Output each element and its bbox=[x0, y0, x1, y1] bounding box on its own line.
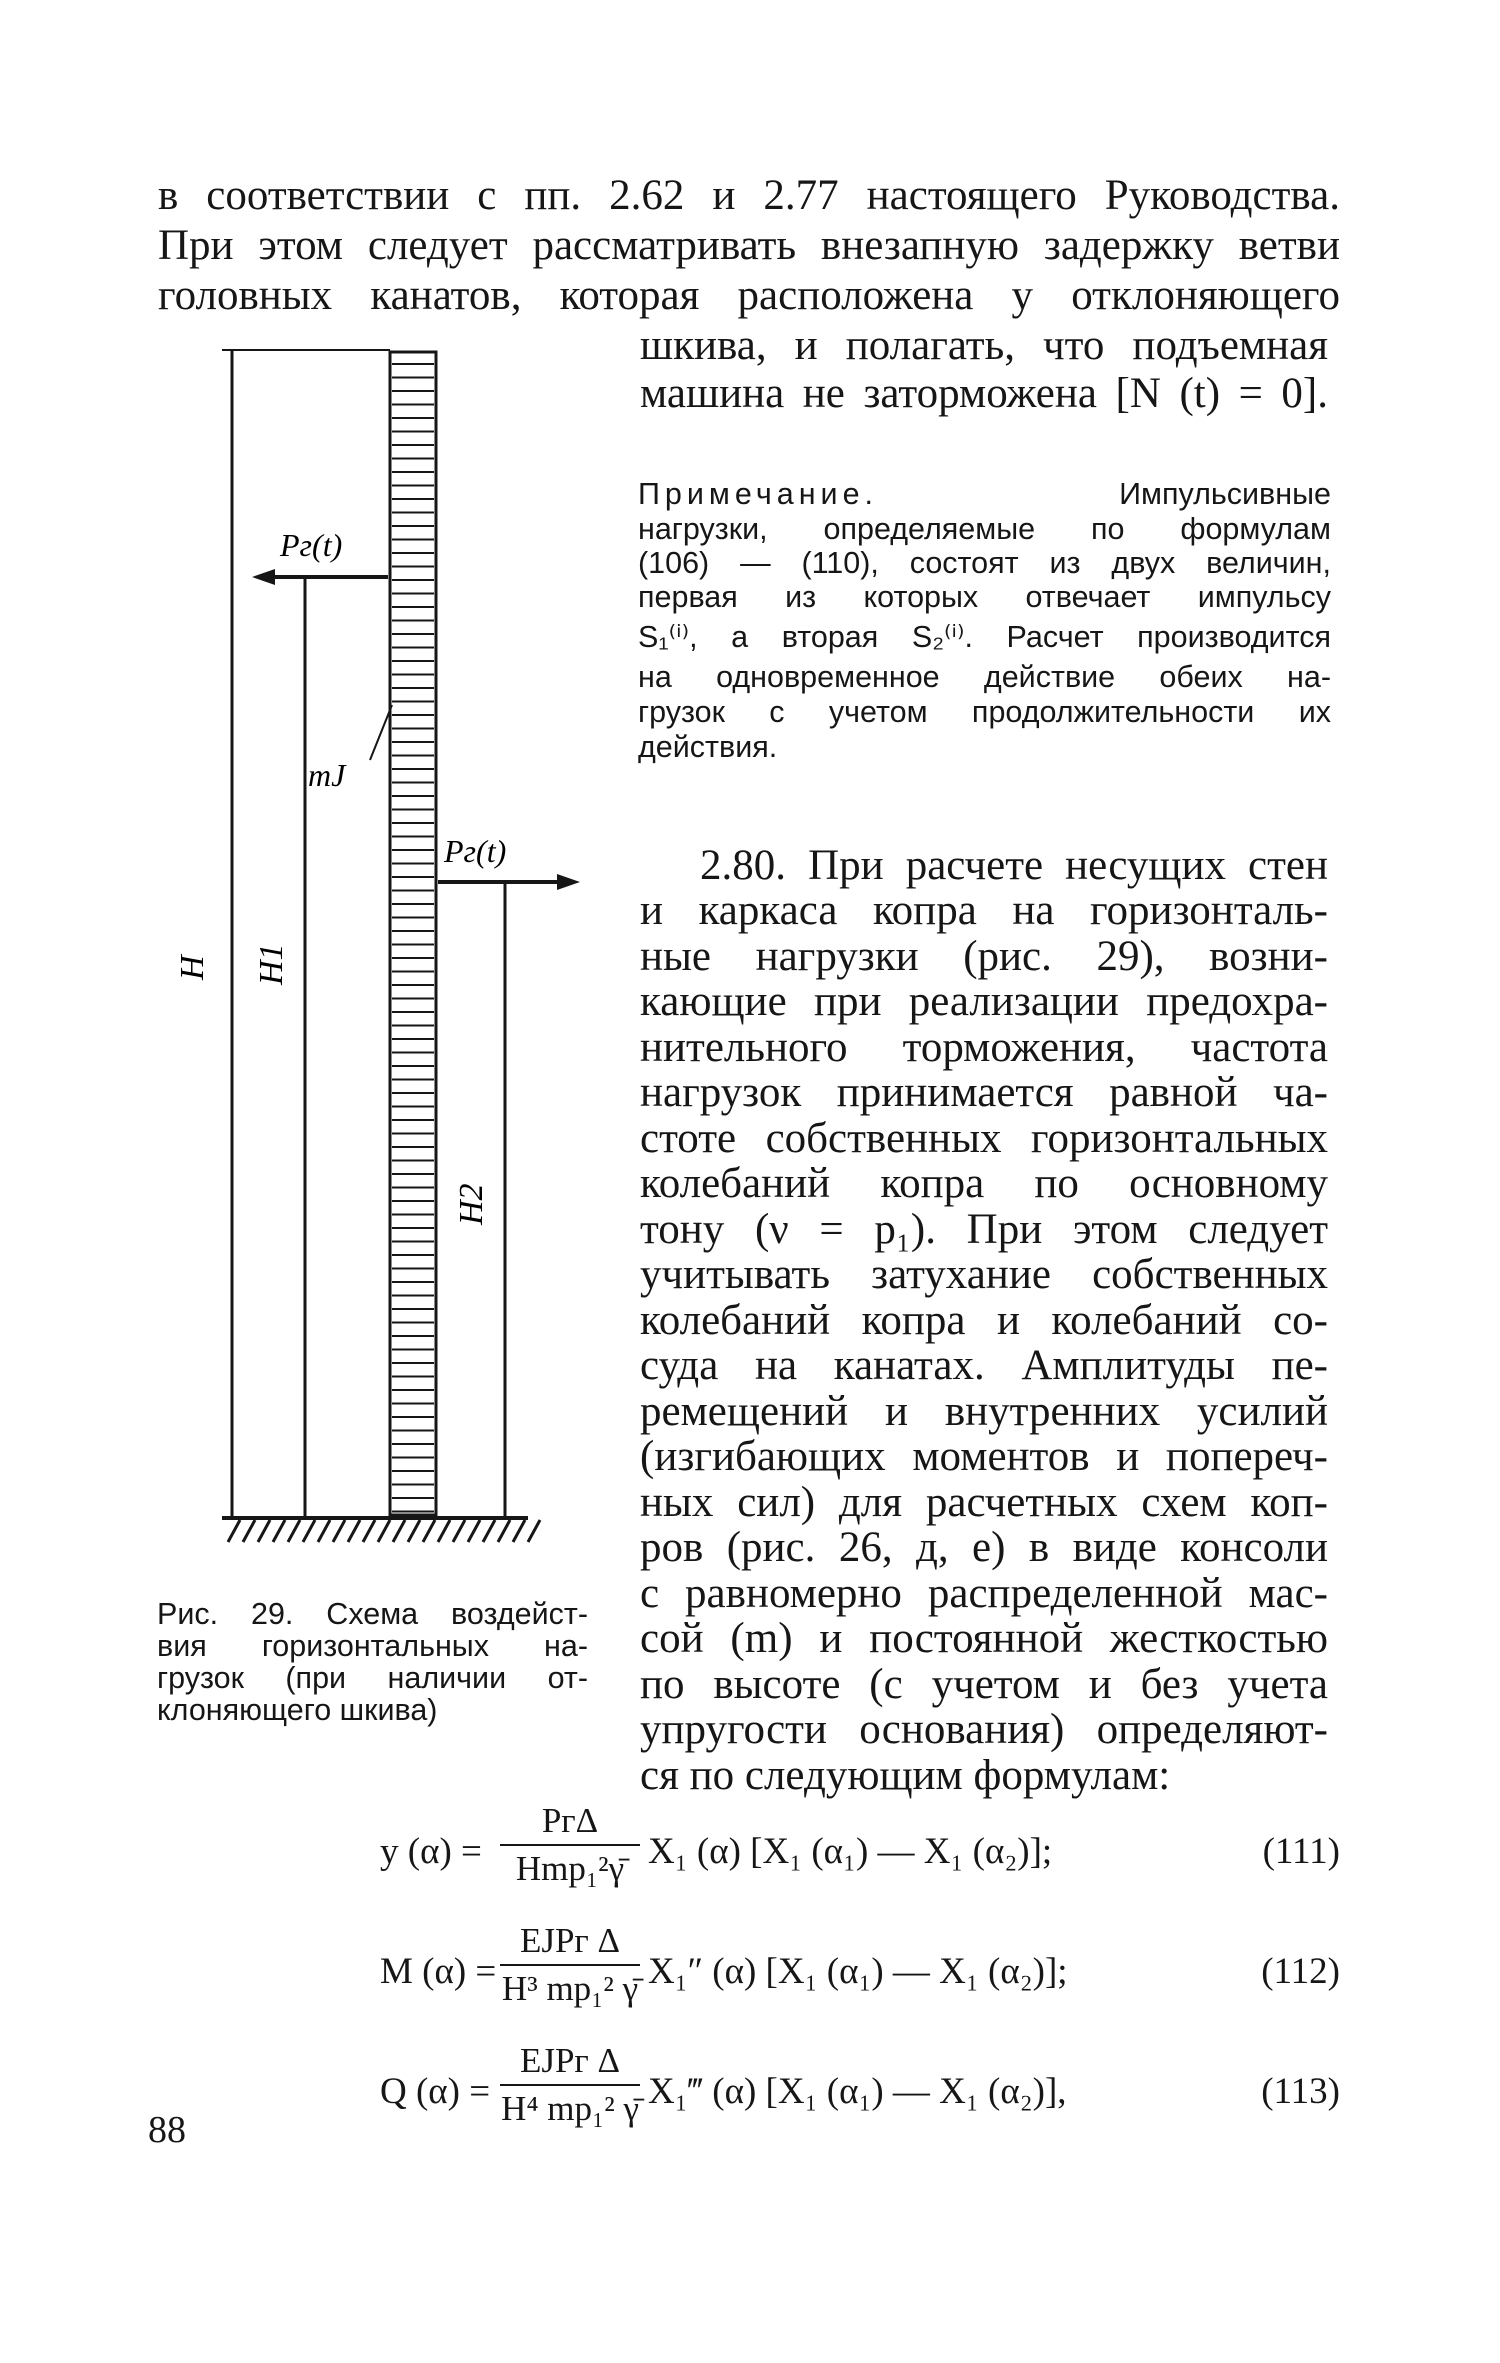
section-line: колебаний копра по основному bbox=[640, 1160, 1328, 1207]
section-line: стоте собственных горизонтальных bbox=[640, 1115, 1328, 1162]
label-load-bottom: Pг(t) bbox=[444, 833, 507, 869]
section-line: нительного торможения, частота bbox=[640, 1024, 1328, 1071]
caption-line: клоняющего шкива) bbox=[157, 1693, 438, 1727]
equation-fraction bbox=[500, 1920, 640, 2010]
equation-rhs: X₁ (α) [X₁ (α₁) — X₁ (α₂)]; bbox=[648, 1831, 1053, 1872]
equation-rhs: X₁″ (α) [X₁ (α₁) — X₁ (α₂)]; bbox=[648, 1951, 1068, 1992]
section-line: тону (ν = p₁). При этом следует bbox=[640, 1206, 1328, 1253]
section-line: колебаний копра и колебаний со- bbox=[640, 1297, 1328, 1344]
section-line: кающие при реализации предохра- bbox=[640, 978, 1328, 1025]
note-label: Примечание. bbox=[638, 477, 879, 511]
equation-113 bbox=[300, 2040, 1340, 2160]
text-line: машина не заторможена [N (t) = 0]. bbox=[640, 370, 1328, 417]
equation-denominator: H⁴ mp₁² γ̄ bbox=[501, 2089, 639, 2128]
note-first-rest: Импульсивные bbox=[1119, 477, 1331, 511]
caption-line: грузок (при наличии от- bbox=[157, 1661, 588, 1695]
figure-29 bbox=[0, 0, 600, 1560]
equation-rhs: X₁‴ (α) [X₁ (α₁) — X₁ (α₂)], bbox=[648, 2071, 1067, 2112]
section-line: учитывать затухание собственных bbox=[640, 1251, 1328, 1298]
note-line: действия. bbox=[638, 730, 778, 764]
section-line: суда на канатах. Амплитуды пе- bbox=[640, 1342, 1328, 1389]
section-line: ремещений и внутренних усилий bbox=[640, 1388, 1328, 1435]
equation-lhs: Q (α) = bbox=[380, 2071, 491, 2112]
arrowhead-left-icon bbox=[252, 569, 275, 585]
section-line: ров (рис. 26, д, е) в виде консоли bbox=[640, 1524, 1328, 1571]
caption-line: вия горизонтальных на- bbox=[157, 1629, 588, 1663]
text-line: При этом следует рассматривать внезапную задержку ветви bbox=[158, 222, 1340, 269]
equation-numerator: EJPг Δ bbox=[519, 2041, 621, 2080]
section-line: по высоте (с учетом и без учета bbox=[640, 1661, 1328, 1708]
note-line: (106) — (110), состоят из двух величин, bbox=[638, 546, 1331, 580]
page-number: 88 bbox=[148, 2109, 186, 2151]
note-line: первая из которых отвечает импульсу bbox=[638, 580, 1331, 614]
label-height-total: H bbox=[174, 955, 211, 980]
section-line: (изгибающих моментов и попереч- bbox=[640, 1433, 1328, 1480]
text-line: шкива, и полагать, что подъемная bbox=[640, 322, 1328, 369]
equation-fraction bbox=[500, 2040, 640, 2130]
note-line: S₁⁽ⁱ⁾, а вторая S₂⁽ⁱ⁾. Расчет производится bbox=[638, 620, 1331, 654]
note-line: нагрузки, определяемые по формулам bbox=[638, 512, 1331, 546]
note-first-line bbox=[638, 478, 1331, 511]
section-line: ные нагрузки (рис. 29), возни- bbox=[640, 933, 1328, 980]
equation-number: (112) bbox=[1261, 1951, 1340, 1992]
text-line: головных канатов, которая расположена у отклоняющего bbox=[158, 272, 1340, 319]
label-load-top: Pг(t) bbox=[280, 527, 343, 563]
label-height-2: H2 bbox=[453, 1183, 490, 1225]
section-line: ных сил) для расчетных схем коп- bbox=[640, 1479, 1328, 1526]
section-line: 2.80. При расчете несущих стен bbox=[700, 842, 1328, 889]
label-height-1: H1 bbox=[253, 943, 290, 985]
note-line: грузок с учетом продолжительности их bbox=[638, 695, 1331, 729]
note-line: на одновременное действие обеих на- bbox=[638, 660, 1331, 694]
section-line: сой (m) и постоянной жесткостью bbox=[640, 1615, 1328, 1662]
equation-numerator: PгΔ bbox=[541, 1801, 599, 1840]
section-line: и каркаса копра на горизонталь- bbox=[640, 887, 1328, 934]
equation-111 bbox=[300, 1800, 1340, 1920]
section-line: ся по следующим формулам: bbox=[640, 1752, 1171, 1799]
text-line: в соответствии с пп. 2.62 и 2.77 настоящего Руководства. bbox=[158, 172, 1340, 219]
section-line: нагрузок принимается равной ча- bbox=[640, 1069, 1328, 1116]
equation-denominator: H³ mp₁² γ̄ bbox=[501, 1969, 639, 2008]
section-line: с равномерно распределенной мас- bbox=[640, 1570, 1328, 1617]
equation-number: (111) bbox=[1262, 1831, 1340, 1872]
equation-denominator: Hmp₁²γ̄ bbox=[515, 1849, 625, 1888]
section-line: упругости основания) определяют- bbox=[640, 1706, 1328, 1753]
equation-numerator: EJPг Δ bbox=[519, 1921, 621, 1960]
arrowhead-right-icon bbox=[557, 874, 580, 890]
caption-line: Рис. 29. Схема воздейст- bbox=[157, 1597, 588, 1631]
equation-lhs: M (α) = bbox=[380, 1951, 497, 1992]
equation-fraction bbox=[500, 1800, 640, 1890]
label-mass: mJ bbox=[308, 757, 346, 793]
equation-lhs: y (α) = bbox=[380, 1831, 482, 1872]
equation-number: (113) bbox=[1261, 2071, 1340, 2112]
equation-112 bbox=[300, 1920, 1340, 2040]
